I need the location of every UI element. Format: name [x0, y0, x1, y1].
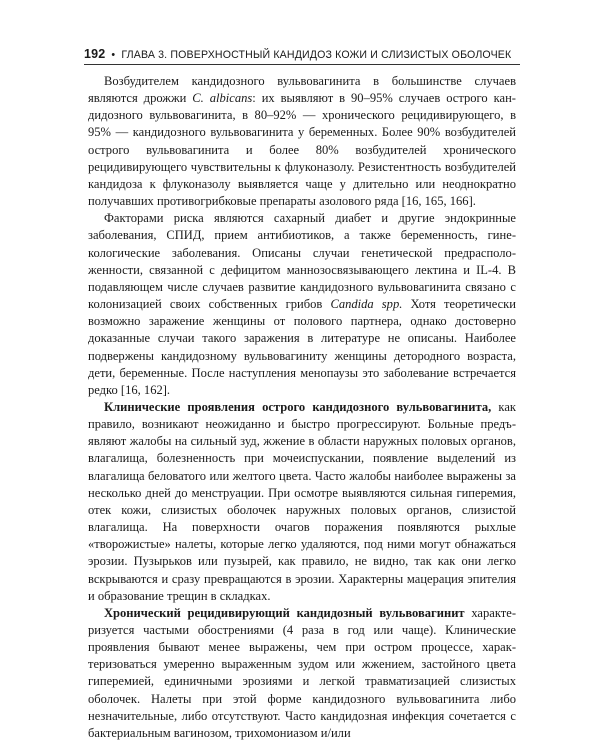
bold-lead-term: Клинические проявления острого кандидозного вульвовагинита, [104, 399, 492, 414]
chapter-title: ГЛАВА 3. ПОВЕРХНОСТНЫЙ КАНДИДОЗ КОЖИ И СЛИЗИСТЫХ ОБОЛОЧЕК [121, 49, 512, 61]
paragraph-text: Возбудителем кандидозного вульвовагинита в большинстве случаев являются дрожжи [88, 74, 516, 106]
header-divider [84, 64, 520, 65]
paragraph-pathogen [88, 73, 516, 210]
body-text [88, 73, 516, 742]
page-number: 192 [84, 47, 106, 61]
paragraph-chronic-recurrent [88, 605, 516, 742]
paragraph-text: Хотя теоретически возможно заражение женщины от полового партнера, однако достоверно доказанные случаи такого заражения в литературе не описаны. Наиболее подвержены кандидозному вульвовагиниту женщины детородного возраста, дети, беременные. После наступления менопаузы это заболевание встречается редко [16, 162]. [88, 297, 516, 397]
paragraph-text: : их выявляют в 90–95% случаев острого кандидозного вульвовагинита, в 80–92% — хронического рецидивирующего, в 95% — кандидозного вульвовагинита у беременных. Более 90% возбудителей острого вульвовагинита и более 80% возбудителей хронического рецидивирующего чувствительны к флуконазолу. Резистентность возбудителей кандидоза к флуконазолу выявляется чаще у длительно или неоднократно получавших противогрибковые препараты азолового ряда [16, 165, 166]. [88, 91, 516, 209]
bold-lead-term: Хронический рецидивирующий кандидозный вульвовагинит [104, 605, 465, 620]
paragraph-text: как правило, возникают неожиданно и быстро прогрессируют. Больные предъявляют жалобы на сильный зуд, жжение в области наружных половых органов, влагалища, болезненность при мочеиспускании, появление выделений из влагалища беловатого или желтого цвета. Часто жалобы наиболее выражены за несколько дней до менструации. При осмотре выявляются сильная гиперемия, отек кожи, слизистых оболочек наружных половых органов, слизистой влагалища. На поверхности очагов поражения появляются рыхлые «творожистые» налеты, которые легко удаляются, под ними могут обнажаться эрозии. Пузырьков или пузырей, как правило, не видно, так как они легко вскрываются и сразу превращаются в эрозии. Характерны мацерация эпителия и образование трещин в складках. [88, 399, 516, 603]
running-header [84, 46, 520, 62]
paragraph-text: характеризуется частыми обострениями (4 раза в год или чаще). Клинические проявления бывают менее выражены, чем при остром процессе, характеризоваться умеренно выраженным зудом или жжением, застойного цвета гиперемией, единичными эрозиями и легкой травматизацией слизистых оболочек. Налеты при этой форме кандидозного вульвовагинита либо незначительные, либо отсутствуют. Часто кандидозная инфекция сочетается с бактериальным вагинозом, трихомониазом и/или [88, 605, 517, 740]
paragraph-text: Факторами риска являются сахарный диабет и другие эндокринные заболевания, СПИД, прием антибиотиков, а также беременность, гинекологические заболевания. Описаны случаи генетической предрасположенности, связанной с дефицитом маннозосвязывающего лектина и IL-4. В подавляющем числе случаев развитие кандидозного вульвовагинита связано с колонизацией своих собственных грибов [88, 211, 516, 312]
genus-name: Candida spp. [330, 297, 403, 312]
paragraph-risk-factors [88, 210, 516, 399]
paragraph-acute-clinical [88, 399, 516, 605]
species-name: C. albicans [192, 91, 253, 106]
header-separator: • [111, 49, 116, 61]
